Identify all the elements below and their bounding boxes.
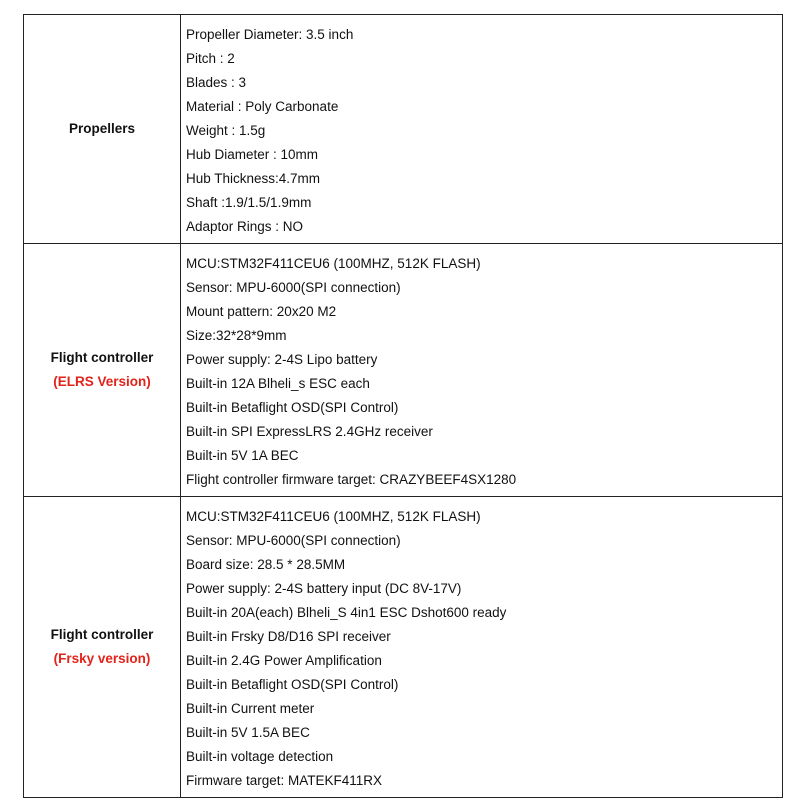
spec-item: Material : Poly Carbonate (186, 99, 339, 114)
spec-item: Power supply: 2-4S Lipo battery (186, 352, 378, 367)
spec-item: Built-in Frsky D8/D16 SPI receiver (186, 629, 391, 644)
spec-item: Built-in Betaflight OSD(SPI Control) (186, 400, 399, 415)
spec-category-title: Flight controller (50, 350, 154, 365)
spec-category-cell (24, 497, 181, 798)
spec-item: Blades : 3 (186, 75, 247, 90)
spec-item: Mount pattern: 20x20 M2 (186, 304, 337, 319)
spec-item: Shaft :1.9/1.5/1.9mm (186, 195, 312, 210)
spec-details-cell (181, 244, 783, 497)
spec-item: Pitch : 2 (186, 51, 235, 66)
spec-item: MCU:STM32F411CEU6 (100MHZ, 512K FLASH) (186, 509, 481, 524)
spec-item: Built-in 20A(each) Blheli_S 4in1 ESC Dshot600 ready (186, 605, 507, 620)
spec-item: Power supply: 2-4S battery input (DC 8V-17V) (186, 581, 462, 596)
spec-category-title: Propellers (68, 121, 136, 136)
spec-table-body (24, 15, 783, 798)
spec-item: Adaptor Rings : NO (186, 219, 304, 234)
spec-row (24, 15, 783, 244)
spec-category-cell (24, 15, 181, 244)
spec-list (186, 15, 782, 243)
spec-item: Hub Thickness:4.7mm (186, 171, 321, 186)
spec-row (24, 497, 783, 798)
spec-item: Flight controller firmware target: CRAZYBEEF4SX1280 (186, 472, 517, 487)
spec-details-cell (181, 15, 783, 244)
spec-list (186, 244, 782, 496)
spec-table (23, 14, 783, 798)
spec-item: Size:32*28*9mm (186, 328, 287, 343)
spec-item: Built-in voltage detection (186, 749, 334, 764)
spec-item: Built-in Betaflight OSD(SPI Control) (186, 677, 399, 692)
spec-item: Board size: 28.5 * 28.5MM (186, 557, 346, 572)
spec-item: Built-in 12A Blheli_s ESC each (186, 376, 370, 391)
spec-item: Sensor: MPU-6000(SPI connection) (186, 533, 401, 548)
spec-category-version: (ELRS Version) (53, 374, 151, 389)
spec-item: Built-in 5V 1.5A BEC (186, 725, 310, 740)
spec-item: Sensor: MPU-6000(SPI connection) (186, 280, 401, 295)
spec-item: Built-in SPI ExpressLRS 2.4GHz receiver (186, 424, 433, 439)
spec-item: MCU:STM32F411CEU6 (100MHZ, 512K FLASH) (186, 256, 481, 271)
spec-item: Firmware target: MATEKF411RX (186, 773, 383, 788)
spec-item: Built-in Current meter (186, 701, 315, 716)
spec-list (186, 497, 782, 797)
spec-category-title: Flight controller (50, 627, 154, 642)
spec-item: Built-in 5V 1A BEC (186, 448, 299, 463)
spec-item: Weight : 1.5g (186, 123, 266, 138)
spec-item: Propeller Diameter: 3.5 inch (186, 27, 354, 42)
spec-details-cell (181, 497, 783, 798)
spec-category-version: (Frsky version) (53, 651, 151, 666)
spec-row (24, 244, 783, 497)
spec-item: Built-in 2.4G Power Amplification (186, 653, 382, 668)
spec-item: Hub Diameter : 10mm (186, 147, 319, 162)
spec-category-cell (24, 244, 181, 497)
